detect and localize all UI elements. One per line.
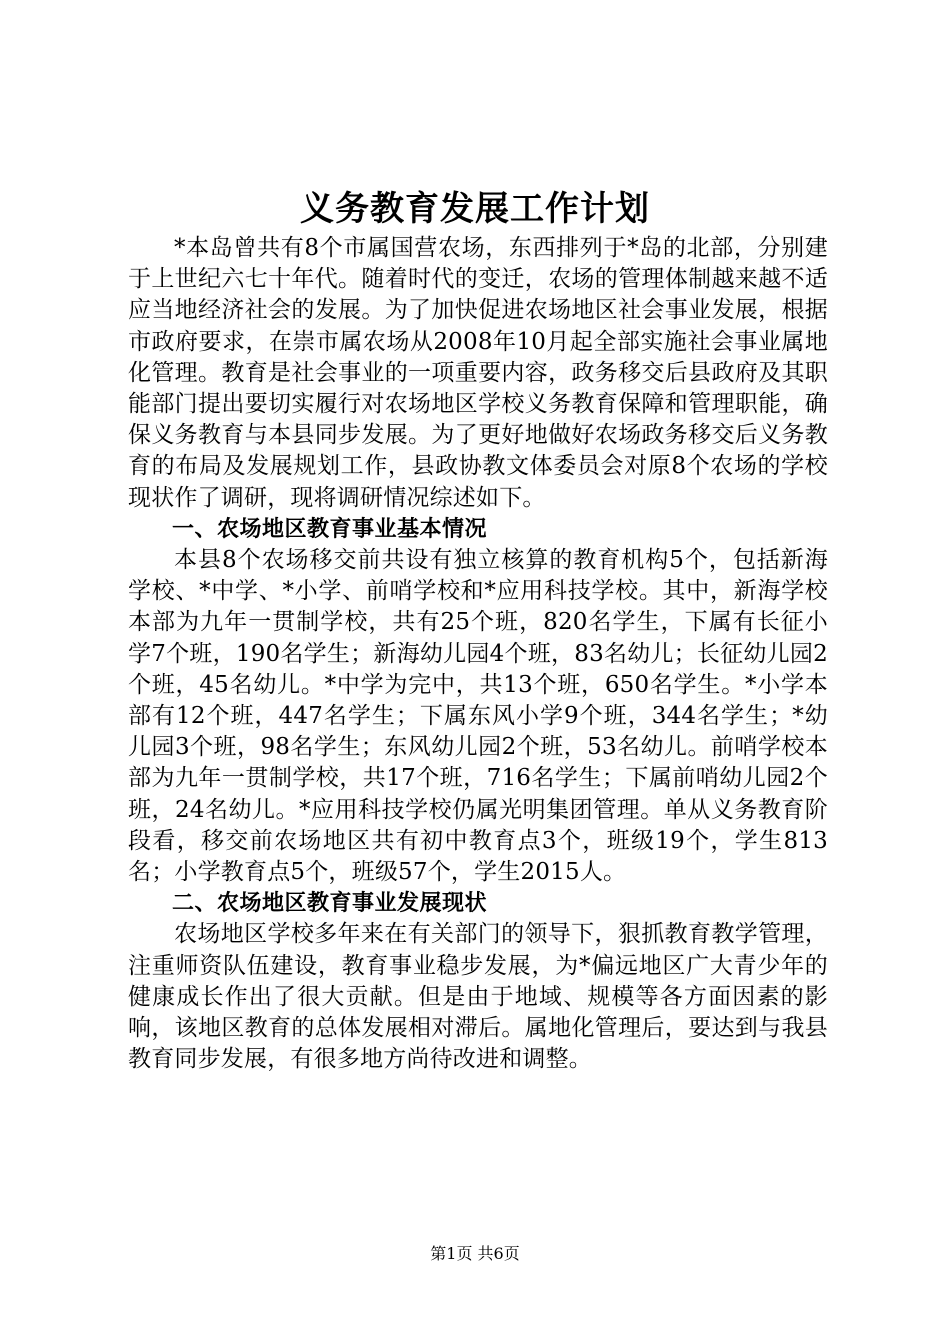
document-body <box>128 233 828 1075</box>
section-heading-2: 二、农场地区教育事业发展现状 <box>172 891 488 917</box>
section-1-paragraph: 本县8个农场移交前共设有独立核算的教育机构5个，包括新海学校、*中学、*小学、前哨学校和*应用科技学校。其中，新海学校本部为九年一贯制学校，共有25个班，820名学生，下属有长征小学7个班，190名学生；新海幼儿园4个班，83名幼儿；长征幼儿园2个班，45名幼儿。*中学为完中，共13个班，650名学生。*小学本部有12个班，447名学生；下属东风小学9个班，344名学生；*幼儿园3个班，98名学生；东风幼儿园2个班，53名幼儿。前哨学校本部为九年一贯制学校，共17个班，716名学生；下属前哨幼儿园2个班，24名幼儿。*应用科技学校仍属光明集团管理。单从义务教育阶段看，移交前农场地区共有初中教育点3个，班级19个，学生813名；小学教育点5个，班级57个，学生2015人。 <box>128 547 828 886</box>
intro-paragraph: *本岛曾共有8个市属国营农场，东西排列于*岛的北部，分别建于上世纪六七十年代。随着时代的变迁，农场的管理体制越来越不适应当地经济社会的发展。为了加快促进农场地区社会事业发展，根据市政府要求，在崇市属农场从2008年10月起全部实施社会事业属地化管理。教育是社会事业的一项重要内容，政务移交后县政府及其职能部门提出要切实履行对农场地区学校义务教育保障和管理职能，确保义务教育与本县同步发展。为了更好地做好农场政务移交后义务教育的布局及发展规划工作，县政协教文体委员会对原8个农场的学校现状作了调研，现将调研情况综述如下。 <box>128 235 828 511</box>
page-number-footer: 第1页 共6页 <box>430 1244 520 1263</box>
document-title: 义务教育发展工作计划 <box>300 189 650 229</box>
section-heading-1: 一、农场地区教育事业基本情况 <box>172 516 488 542</box>
section-2-paragraph: 农场地区学校多年来在有关部门的领导下，狠抓教育教学管理，注重师资队伍建设，教育事业稳步发展，为*偏远地区广大青少年的健康成长作出了很大贡献。但是由于地域、规模等各方面因素的影响，该地区教育的总体发展相对滞后。属地化管理后，要达到与我县教育同步发展，有很多地方尚待改进和调整。 <box>128 921 828 1073</box>
